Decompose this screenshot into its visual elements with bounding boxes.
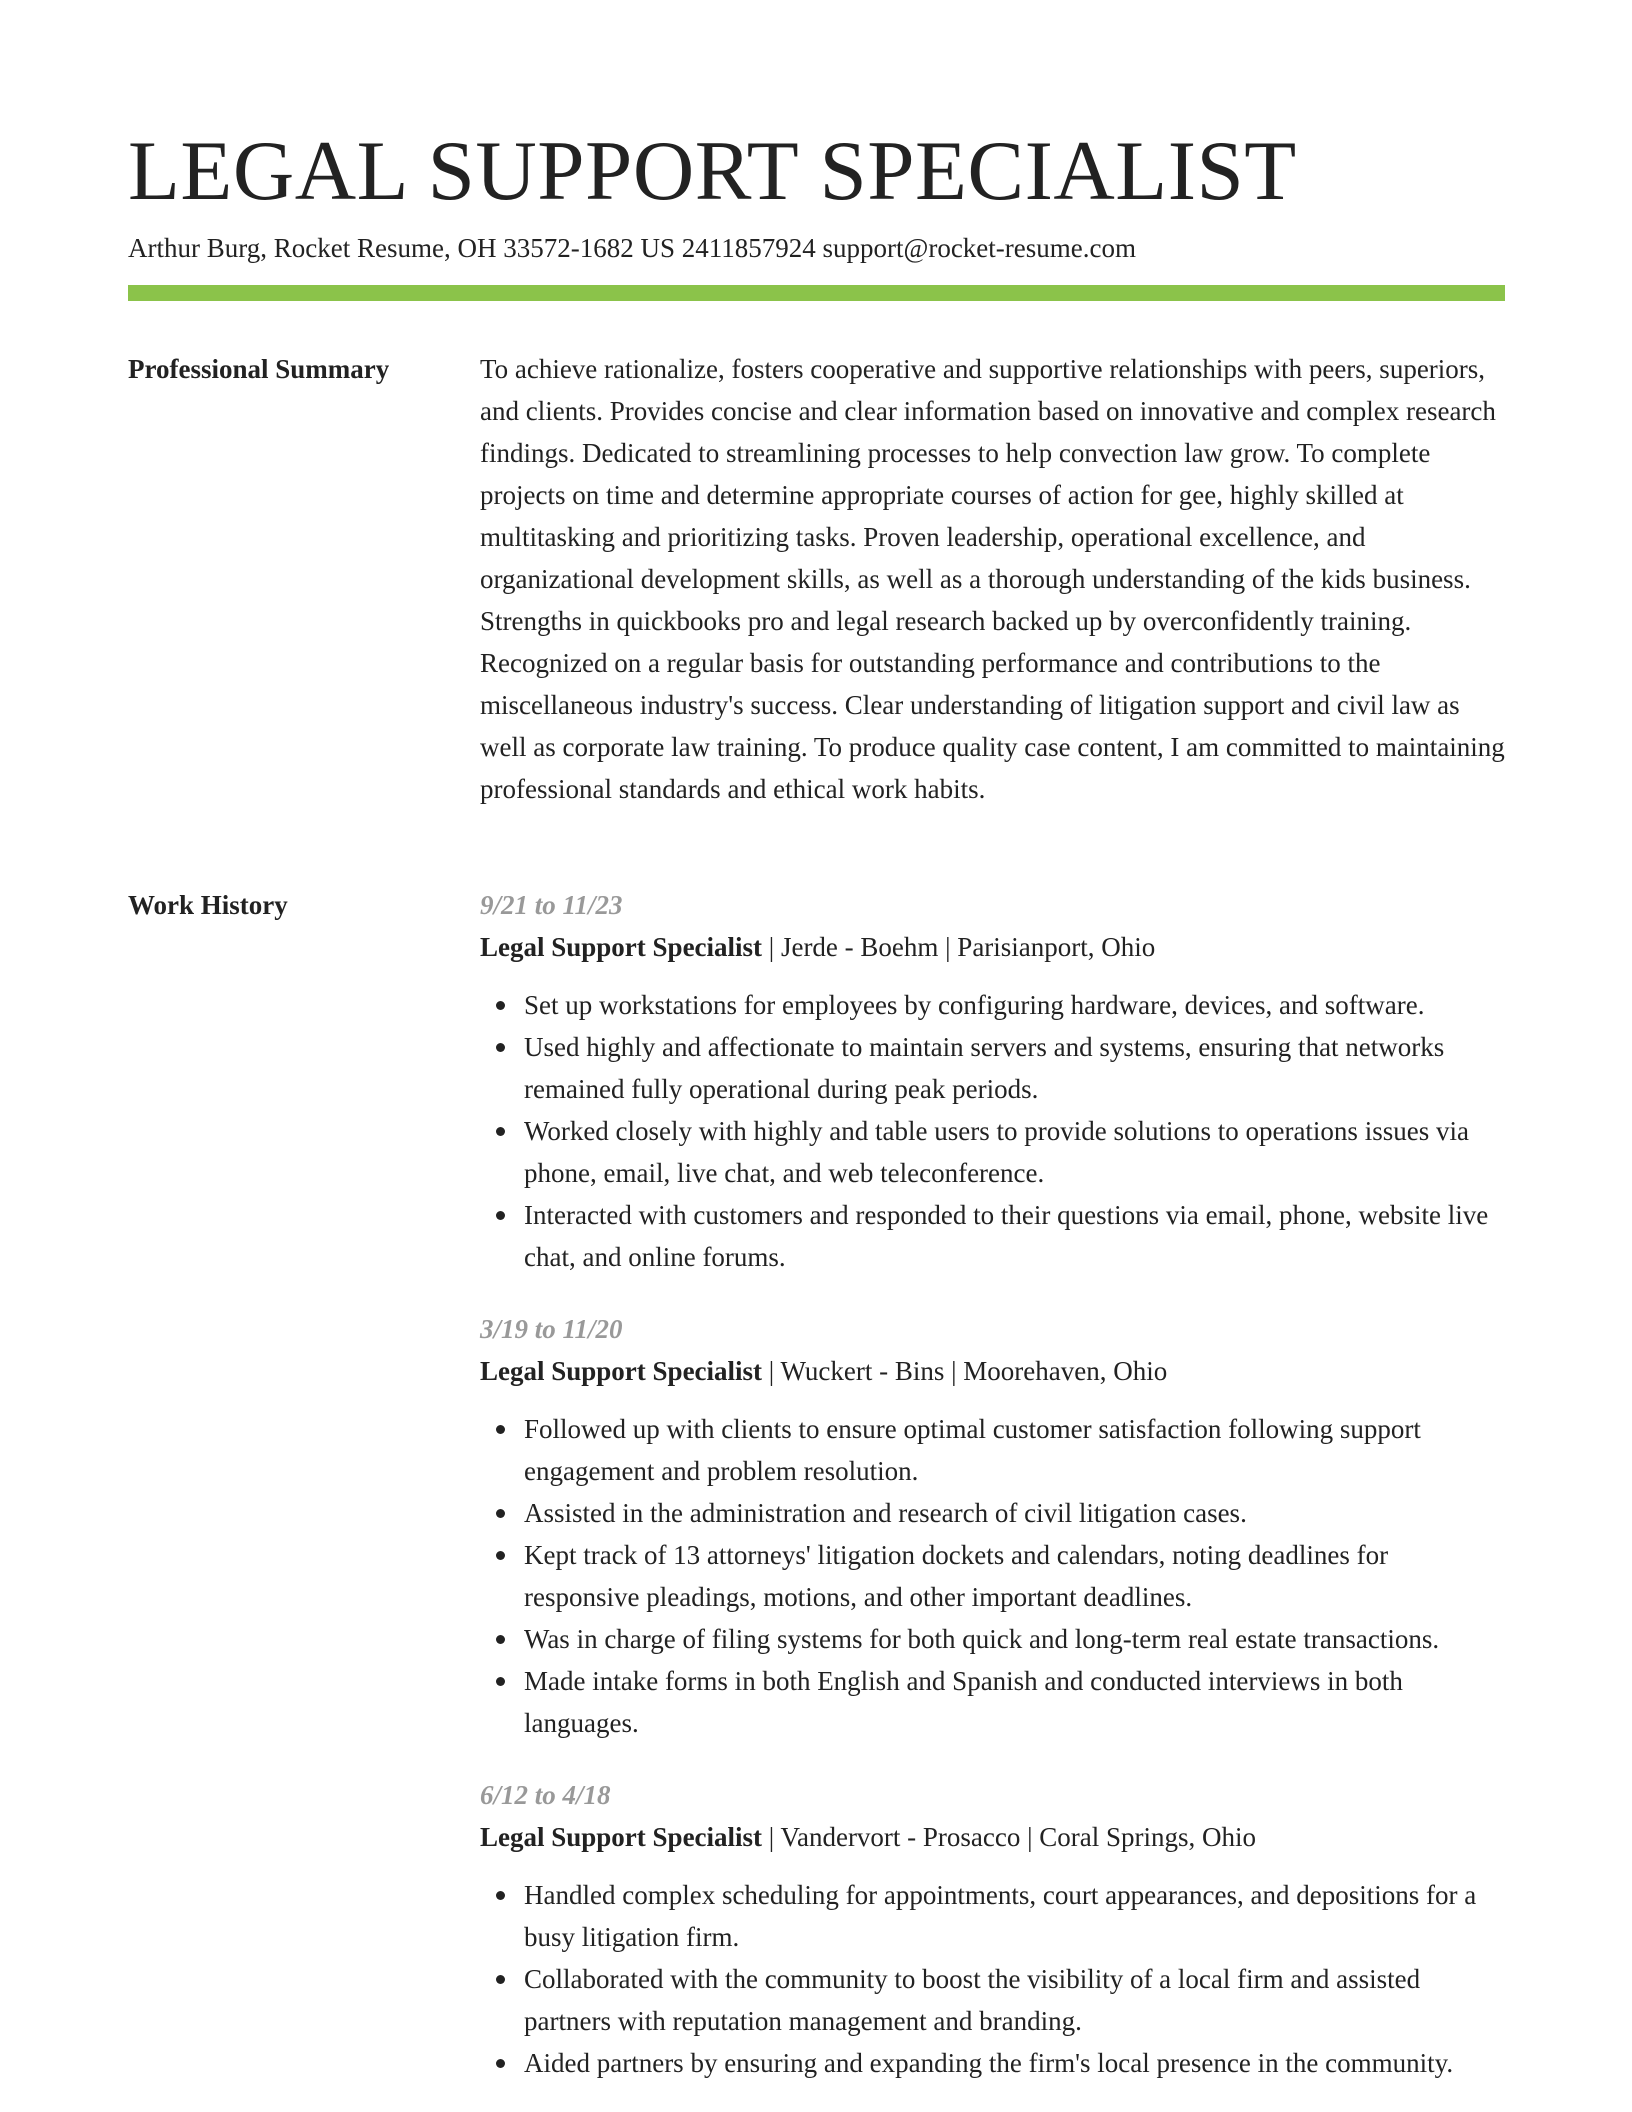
- job-heading: [480, 926, 1505, 968]
- job-bullet: Was in charge of filing systems for both quick and long-term real estate transactions.: [524, 1618, 1505, 1660]
- work-history-body: [480, 884, 1505, 2084]
- job-entry: [480, 1774, 1505, 2084]
- resume-title: LEGAL SUPPORT SPECIALIST: [128, 124, 1297, 218]
- job-bullet: Worked closely with highly and table users to provide solutions to operations issues via phone, email, live chat, and web teleconference.: [524, 1110, 1505, 1194]
- summary-body: [480, 348, 1505, 810]
- job-bullet: Collaborated with the community to boost the visibility of a local firm and assisted partners with reputation management and branding.: [524, 1958, 1505, 2042]
- section-label-work-history: Work History: [128, 890, 288, 920]
- contact-line: Arthur Burg, Rocket Resume, OH 33572-1682 US 2411857924 support@rocket-resume.com: [128, 233, 1136, 263]
- job-bullet: Set up workstations for employees by configuring hardware, devices, and software.: [524, 984, 1505, 1026]
- job-entry: [480, 884, 1505, 1278]
- job-entry: [480, 1308, 1505, 1744]
- section-label-summary: Professional Summary: [128, 354, 390, 384]
- job-title: Legal Support Specialist: [480, 932, 763, 962]
- job-employer-location: | Jerde - Boehm | Parisianport, Ohio: [762, 932, 1156, 962]
- job-employer-location: | Wuckert - Bins | Moorehaven, Ohio: [762, 1356, 1168, 1386]
- job-title: Legal Support Specialist: [480, 1356, 763, 1386]
- job-bullet: Assisted in the administration and research of civil litigation cases.: [524, 1492, 1505, 1534]
- job-heading: [480, 1350, 1505, 1392]
- job-dates: 9/21 to 11/23: [480, 890, 623, 920]
- job-bullet-list: [480, 1874, 1505, 2084]
- summary-text: To achieve rationalize, fosters cooperative and supportive relationships with peers, superiors, and clients. Provides concise and clear information based on innovative and complex research findings. Dedicated to streamlining processes to help convection law grow. To complete projects on time and determine appropriate courses of action for gee, highly skilled at multitasking and prioritizing tasks. Proven leadership, operational excellence, and organizational development skills, as well as a thorough understanding of the kids business. Strengths in quickbooks pro and legal research backed up by overconfidently training. Recognized on a regular basis for outstanding performance and contributions to the miscellaneous industry's success. Clear understanding of litigation support and civil law as well as corporate law training. To produce quality case content, I am committed to maintaining professional standards and ethical work habits.: [480, 354, 1505, 804]
- job-bullet: Followed up with clients to ensure optimal customer satisfaction following support engagement and problem resolution.: [524, 1408, 1505, 1492]
- job-heading: [480, 1816, 1505, 1858]
- job-title: Legal Support Specialist: [480, 1822, 763, 1852]
- header-accent-rule: [128, 285, 1505, 301]
- job-bullet: Interacted with customers and responded to their questions via email, phone, website live chat, and online forums.: [524, 1194, 1505, 1278]
- job-bullet: Made intake forms in both English and Spanish and conducted interviews in both languages.: [524, 1660, 1505, 1744]
- job-dates: 3/19 to 11/20: [480, 1314, 623, 1344]
- job-bullet-list: [480, 1408, 1505, 1744]
- job-dates: 6/12 to 4/18: [480, 1780, 611, 1810]
- job-bullet-list: [480, 984, 1505, 1278]
- job-bullet: Kept track of 13 attorneys' litigation dockets and calendars, noting deadlines for responsive pleadings, motions, and other important deadlines.: [524, 1534, 1505, 1618]
- job-employer-location: | Vandervort - Prosacco | Coral Springs, Ohio: [762, 1822, 1257, 1852]
- job-bullet: Used highly and affectionate to maintain servers and systems, ensuring that networks remained fully operational during peak periods.: [524, 1026, 1505, 1110]
- job-bullet: Handled complex scheduling for appointments, court appearances, and depositions for a busy litigation firm.: [524, 1874, 1505, 1958]
- job-bullet: Aided partners by ensuring and expanding the firm's local presence in the community.: [524, 2042, 1505, 2084]
